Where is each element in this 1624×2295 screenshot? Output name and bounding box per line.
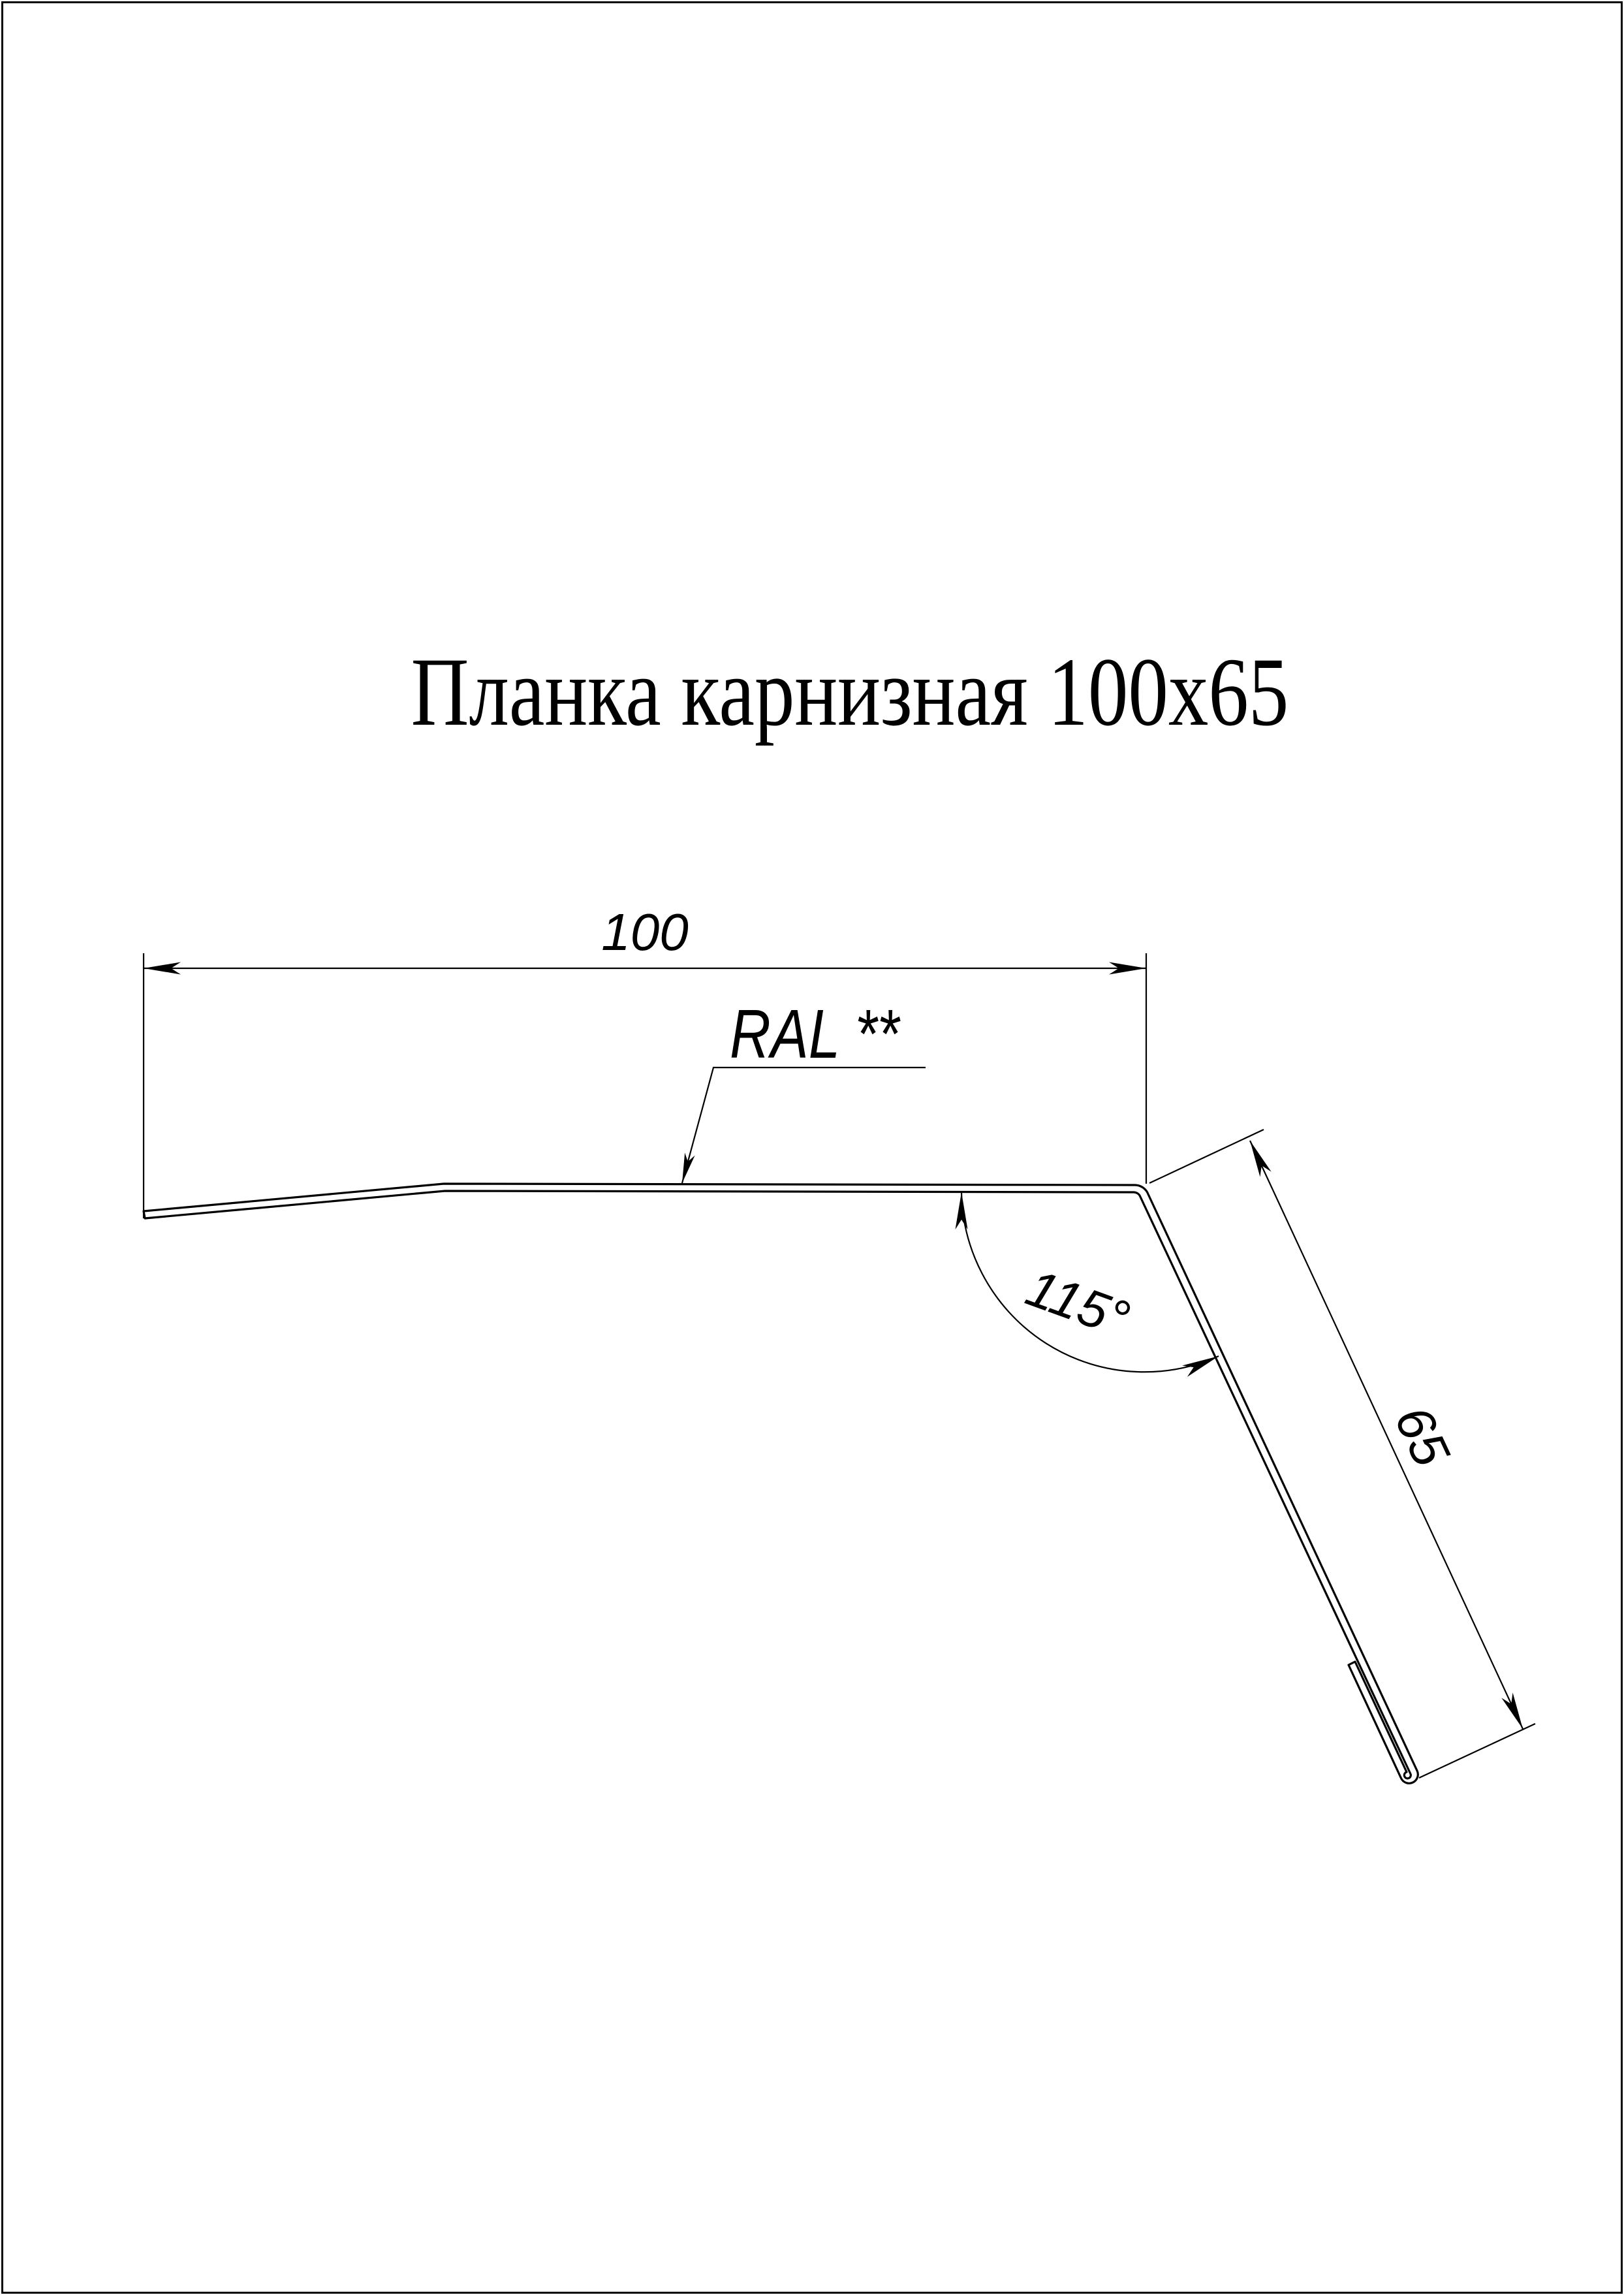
profile-cross-section [144,1184,1418,1783]
ral-leader-arrow [677,1152,695,1184]
sheet-profile-outline [144,1184,1418,1783]
ral-leader-note [677,995,926,1184]
height-extension-line-top [1149,1130,1264,1183]
height-arrow-bottom [1501,1692,1528,1732]
height-extension-line-bottom [1419,1724,1535,1778]
angle-arrow-left [956,1192,968,1229]
angle-dimension-label: 115° [1019,1258,1137,1349]
ral-leader-line [682,1068,926,1183]
height-arrow-top [1244,1138,1271,1177]
ral-label: RAL ** [730,994,899,1073]
height-dimension [1149,1130,1535,1778]
width-dimension [144,903,1146,1218]
height-dimension-label: 65 [1383,1397,1461,1475]
height-dimension-line [1250,1141,1523,1729]
drawing-title: Планка карнизная 100x65 [411,637,1289,746]
width-dimension-label: 100 [601,903,689,961]
angle-arrow-right [1182,1350,1221,1377]
